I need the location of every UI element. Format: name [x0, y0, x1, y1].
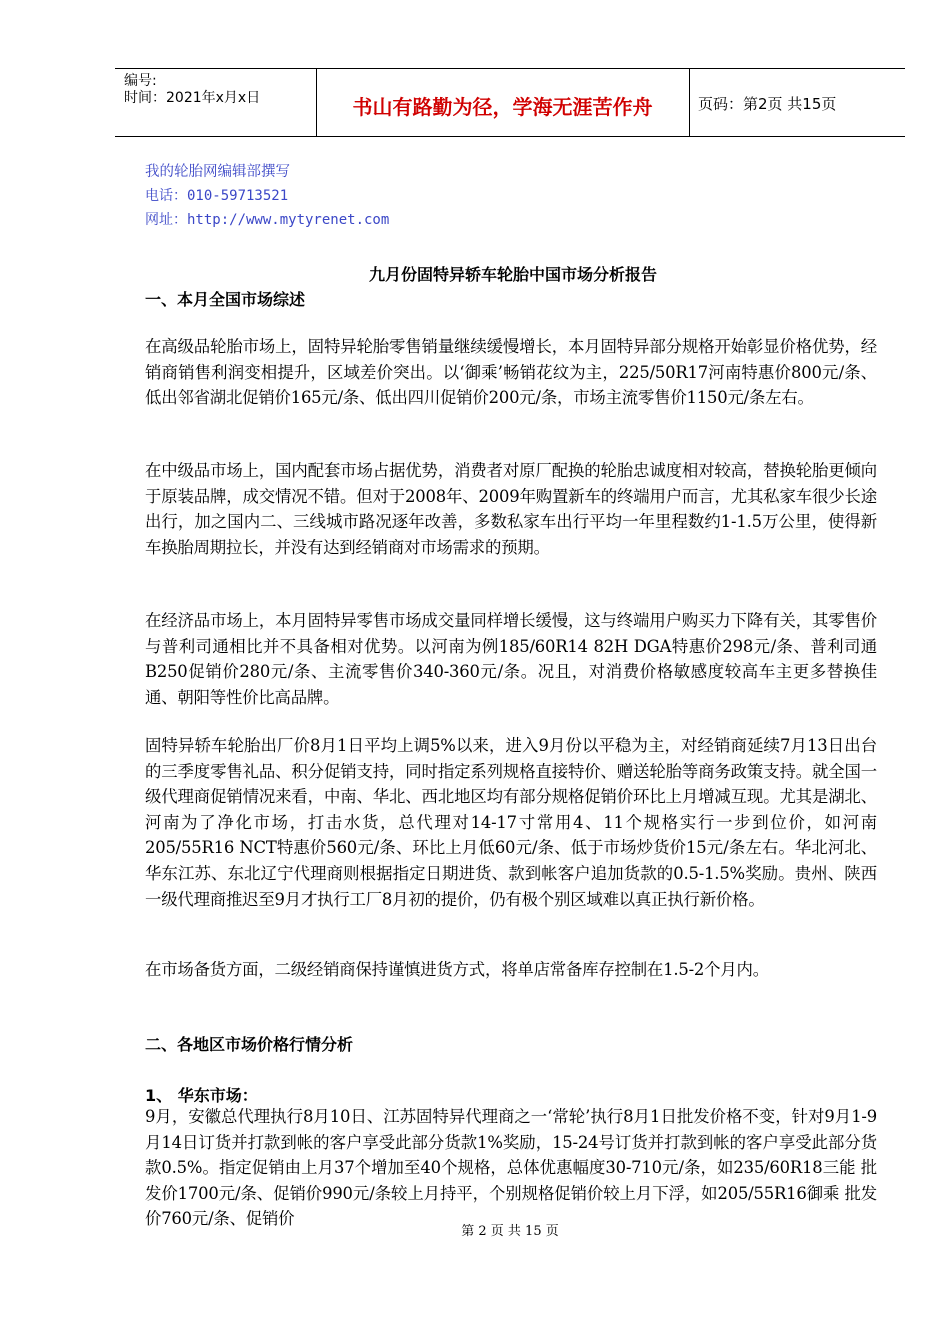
section-heading-2: 二、各地区市场价格行情分析: [145, 1035, 354, 1054]
header-page-info: 页码：第2页 共15页: [698, 95, 837, 113]
phone-line: 电话：010-59713521: [145, 188, 289, 204]
header-meta: [124, 73, 260, 107]
header-divider: [689, 69, 690, 136]
author-line: 我的轮胎网编辑部撰写: [145, 164, 290, 180]
header-motto: 书山有路勤为径，学海无涯苦作舟: [352, 95, 653, 119]
paragraph-mid-grade: 在中级品市场上，国内配套市场占据优势，消费者对原厂配换的轮胎忠诚度相对较高，替换轮胎更倾向于原装品牌，成交情况不错。但对于2008年、2009年购置新车的终端用户而言，尤其私家车很少长途出行，加之国内二、三线城市路况逐年改善，多数私家车出行平均一年里程数约1-1.5万公里，使得新车换胎周期拉长，并没有达到经销商对市场需求的预期。: [145, 461, 877, 557]
website-link[interactable]: 网址：http://www.mytyrenet.com: [145, 212, 390, 228]
document-number-label: 编号:: [124, 73, 157, 89]
page-header: [115, 68, 905, 137]
paragraph-east-china: 9月，安徽总代理执行8月10日、江苏固特异代理商之一‘常轮’执行8月1日批发价格不变，针对9月1-9月14日订货并打款到帐的客户享受此部分货款1%奖励，15-24号订货并打款到帐的客户享受此部分货款0.5%。指定促销由上月37个增加至40个规格，总体优惠幅度30-710元/条，如235/60R18三能 批发价1700元/条、促销价990元/条较上月持平，个别规格促销价较上月下浮，如205/55R16御乘 批发价760元/条、促销价: [145, 1107, 877, 1229]
paragraph-economy: 在经济品市场上，本月固特异零售市场成交量同样增长缓慢，这与终端用户购买力下降有关，其零售价与普利司通相比并不具备相对优势。以河南为例185/60R14 82H DGA特惠价298元/条、普利司通B250促销价280元/条、主流零售价340-360元/条。况且，对消费价格敏感度较高车主更多替换佳通、朝阳等性价比高品牌。: [145, 611, 877, 707]
paragraph-high-grade: 在高级品轮胎市场上，固特异轮胎零售销量继续缓慢增长，本月固特异部分规格开始彰显价格优势，经销商销售利润变相提升，区域差价突出。以‘御乘’畅销花纹为主，225/50R17河南特惠价800元/条、低出邻省湖北促销价165元/条、低出四川促销价200元/条，市场主流零售价1150元/条左右。: [145, 337, 877, 408]
document-time-label: 时间：2021年x月x日: [124, 90, 261, 106]
page-footer: 第 2 页 共 15 页: [461, 1224, 559, 1239]
paragraph-pricing-policy: 固特异轿车轮胎出厂价8月1日平均上调5%以来，进入9月份以平稳为主，对经销商延续7月13日出台的三季度零售礼品、积分促销支持，同时指定系列规格直接特价、赠送轮胎等商务政策支持。就全国一级代理商促销情况来看，中南、华北、西北地区均有部分规格促销价环比上月增减互现。尤其是湖北、河南为了净化市场，打击水货，总代理对14-17寸常用4、11个规格实行一步到位价，如河南205/55R16 NCT特惠价560元/条、环比上月低60元/条、低于市场炒货价15元/条左右。华北河北、华东江苏、东北辽宁代理商则根据指定日期进货、款到帐客户追加货款的0.5-1.5%奖励。贵州、陕西一级代理商推迟至9月才执行工厂8月初的提价，仍有极个别区域难以真正执行新价格。: [145, 736, 877, 909]
contact-block: [145, 160, 389, 232]
paragraph-stocking: 在市场备货方面，二级经销商保持谨慎进货方式，将单店常备库存控制在1.5-2个月内。: [145, 960, 769, 979]
document-title: 九月份固特异轿车轮胎中国市场分析报告: [368, 265, 657, 284]
section-heading-1: 一、本月全国市场综述: [145, 290, 306, 309]
subsection-heading-east-china: 1、 华东市场：: [145, 1086, 258, 1105]
